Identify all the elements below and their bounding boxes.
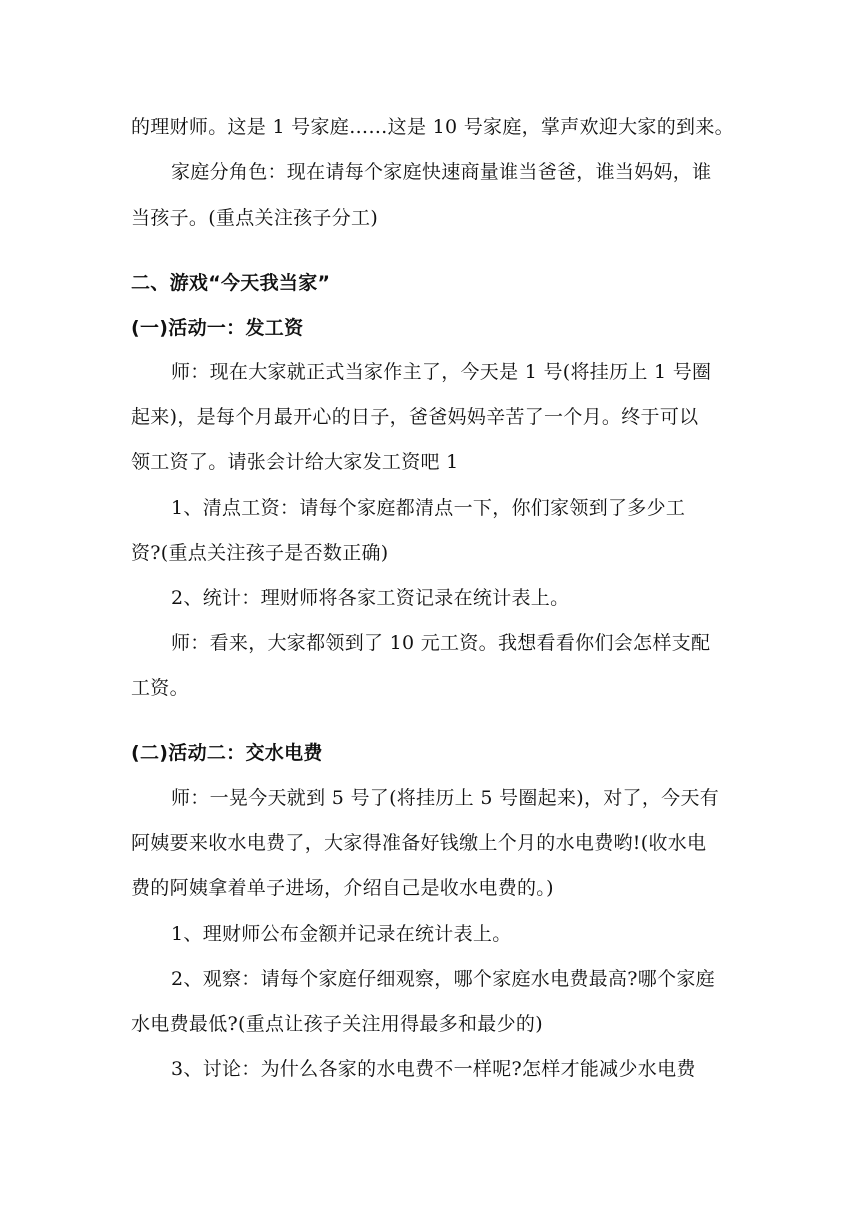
paragraph-line: 工资。 xyxy=(131,677,189,699)
paragraph-line: 家庭分角色：现在请每个家庭快速商量谁当爸爸，谁当妈妈，谁 xyxy=(171,161,712,183)
list-item-line: 水电费最低?(重点让孩子关注用得最多和最少的) xyxy=(131,1013,543,1035)
list-item-line: 资?(重点关注孩子是否数正确) xyxy=(131,542,389,564)
paragraph-line: 师：看来，大家都领到了 10 元工资。我想看看你们会怎样支配 xyxy=(171,632,711,654)
list-item-line: 1、清点工资：请每个家庭都清点一下，你们家领到了多少工 xyxy=(171,497,686,519)
list-item-line: 2、统计：理财师将各家工资记录在统计表上。 xyxy=(171,587,570,609)
subsection-heading: (二)活动二：交水电费 xyxy=(131,742,323,764)
paragraph-line: 师：现在大家就正式当家作主了，今天是 1 号(将挂历上 1 号圈 xyxy=(171,361,712,383)
paragraph-line: 阿姨要来收水电费了，大家得准备好钱缴上个月的水电费哟!(收水电 xyxy=(131,832,707,854)
paragraph-line: 当孩子。(重点关注孩子分工) xyxy=(131,207,379,229)
section-heading: 二、游戏“今天我当家” xyxy=(131,272,331,294)
list-item-line: 2、观察：请每个家庭仔细观察，哪个家庭水电费最高?哪个家庭 xyxy=(171,968,715,990)
paragraph-line: 起来)，是每个月最开心的日子，爸爸妈妈辛苦了一个月。终于可以 xyxy=(131,406,699,428)
paragraph-line: 师：一晃今天就到 5 号了(将挂历上 5 号圈起来)，对了，今天有 xyxy=(171,787,720,809)
list-item-line: 1、理财师公布金额并记录在统计表上。 xyxy=(171,923,512,945)
paragraph-line: 费的阿姨拿着单子进场，介绍自己是收水电费的。) xyxy=(131,877,554,899)
paragraph-line: 的理财师。这是 1 号家庭……这是 10 号家庭，掌声欢迎大家的到来。 xyxy=(131,116,734,138)
list-item-line: 3、讨论：为什么各家的水电费不一样呢?怎样才能减少水电费 xyxy=(171,1058,696,1080)
subsection-heading: (一)活动一：发工资 xyxy=(131,317,304,339)
paragraph-line: 领工资了。请张会计给大家发工资吧 1 xyxy=(131,451,459,473)
